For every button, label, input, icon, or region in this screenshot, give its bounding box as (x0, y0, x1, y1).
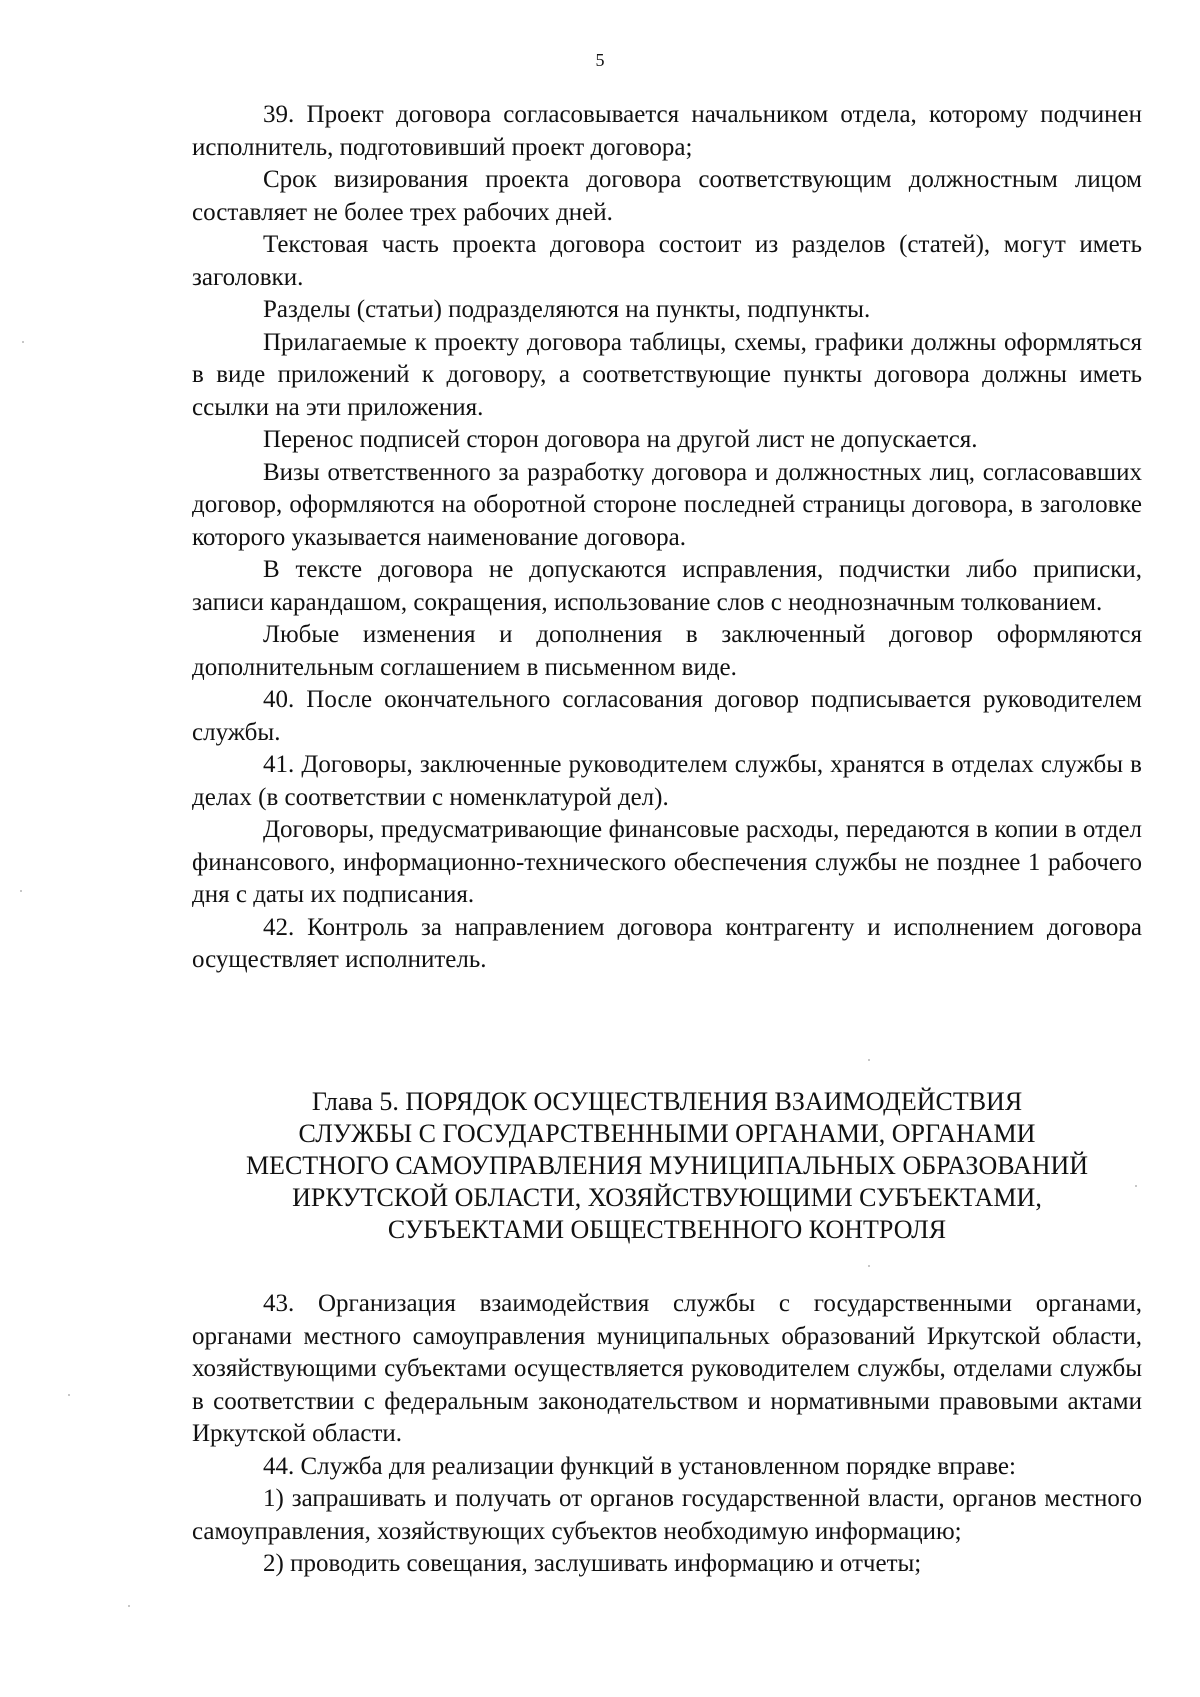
paragraph-42: 42. Контроль за направлением договора контрагенту и исполнением договора осуществляет исполнитель. (192, 913, 1142, 973)
chapter-heading-line: ИРКУТСКОЙ ОБЛАСТИ, ХОЗЯЙСТВУЮЩИМИ СУБЪЕКТАМИ, (292, 1183, 1042, 1212)
scan-speck (1135, 1185, 1137, 1187)
chapter-heading-line: СЛУЖБЫ С ГОСУДАРСТВЕННЫМИ ОРГАНАМИ, ОРГАНАМИ (298, 1119, 1036, 1148)
paragraph-attachments: Прилагаемые к проекту договора таблицы, схемы, графики должны оформляться в виде приложений к договору, а соответствующие пункты договора должны иметь ссылки на эти приложения. (192, 328, 1142, 421)
scan-speck (128, 1605, 130, 1607)
paragraph-44-item-2: 2) проводить совещания, заслушивать информацию и отчеты; (263, 1550, 922, 1577)
chapter-heading-line: СУБЪЕКТАМИ ОБЩЕСТВЕННОГО КОНТРОЛЯ (387, 1215, 947, 1244)
paragraph-41: 41. Договоры, заключенные руководителем службы, хранятся в отделах службы в делах (в соответствии с номенклатурой дел). (192, 751, 1142, 811)
body-text-bottom (192, 1288, 1142, 1581)
paragraph-text-sections: Текстовая часть проекта договора состоит из разделов (статей), могут иметь заголовки. (192, 231, 1142, 291)
paragraph-44-item-1: 1) запрашивать и получать от органов государственной власти, органов местного самоуправления, хозяйствующих субъектов необходимую информацию; (192, 1485, 1142, 1545)
paragraph-visas: Визы ответственного за разработку договора и должностных лиц, согласовавших договор, оформляются на оборотной стороне последней страницы договора, в заголовке которого указывается наименование договора. (192, 458, 1142, 551)
paragraph-review-period: Срок визирования проекта договора соответствующим должностным лицом составляет не более трех рабочих дней. (192, 166, 1142, 226)
paragraph-signatures: Перенос подписей сторон договора на другой лист не допускается. (263, 426, 978, 453)
paragraph-43: 43. Организация взаимодействия службы с государственными органами, органами местного самоуправления муниципальных образований Иркутской области, хозяйствующими субъектами осуществляется руководителем службы, отделами службы в соответствии с федеральным законодательством и нормативными правовыми актами Иркутской области. (192, 1290, 1142, 1447)
chapter-heading (192, 1086, 1142, 1246)
paragraph-44: 44. Служба для реализации функций в установленном порядке вправе: (263, 1452, 1016, 1480)
paragraph-financial-contracts: Договоры, предусматривающие финансовые расходы, передаются в копии в отдел финансового, информационно-технического обеспечения службы не позднее 1 рабочего дня с даты их подписания. (192, 816, 1142, 908)
scan-speck (22, 341, 24, 343)
scan-speck (20, 890, 22, 892)
paragraph-corrections: В тексте договора не допускаются исправления, подчистки либо приписки, записи карандашом, сокращения, использование слов с неоднозначным толкованием. (192, 556, 1142, 616)
chapter-heading-line: МЕСТНОГО САМОУПРАВЛЕНИЯ МУНИЦИПАЛЬНЫХ ОБРАЗОВАНИЙ (245, 1151, 1089, 1180)
body-text-top (192, 99, 1142, 977)
scan-speck (68, 1394, 70, 1396)
page-number: 5 (595, 50, 605, 70)
paragraph-subsections: Разделы (статьи) подразделяются на пункты, подпункты. (263, 296, 871, 323)
paragraph-40: 40. После окончательного согласования договор подписывается руководителем службы. (192, 686, 1142, 746)
chapter-heading-line: Глава 5. ПОРЯДОК ОСУЩЕСТВЛЕНИЯ ВЗАИМОДЕЙСТВИЯ (311, 1087, 1023, 1116)
scan-speck (868, 1059, 870, 1061)
paragraph-amendments: Любые изменения и дополнения в заключенный договор оформляются дополнительным соглашением в письменном виде. (192, 621, 1142, 681)
paragraph-39: 39. Проект договора согласовывается начальником отдела, которому подчинен исполнитель, подготовивший проект договора; (192, 101, 1142, 161)
scan-speck (868, 1265, 870, 1267)
